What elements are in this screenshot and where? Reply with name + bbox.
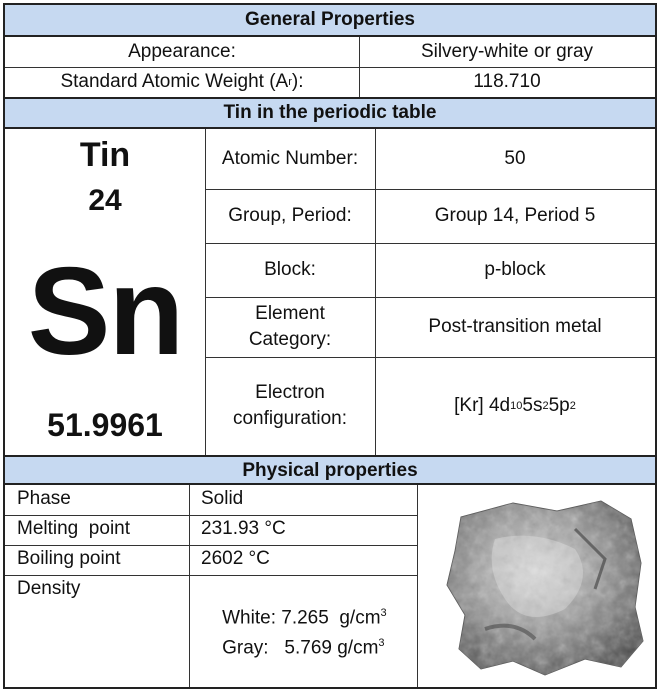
- tin-sample-image: [425, 489, 651, 685]
- element-mass: 51.9961: [47, 407, 163, 443]
- electron-config-value: [Kr] 4d 10 5s 2 5p 2: [454, 395, 576, 416]
- electron-config-label: Electron configuration:: [232, 382, 348, 429]
- group-period-label: Group, Period:: [228, 205, 352, 226]
- atomic-weight-label: Standard Atomic Weight (A r ):: [60, 71, 304, 92]
- tin-sample-graphic: [425, 489, 651, 685]
- density-gray-value: Gray: 5.769 $g/cm^3$: [222, 637, 385, 659]
- boiling-point-label: Boiling point: [17, 548, 121, 569]
- atomic-number-label: Atomic Number:: [221, 148, 359, 169]
- density-white-value: White: 7.265 $g/cm^3$: [222, 607, 387, 629]
- boiling-point-value: 2602 °C: [201, 548, 270, 569]
- phase-value: Solid: [201, 488, 244, 509]
- physical-properties-header: Physical properties: [5, 455, 655, 485]
- element-symbol: Sn: [27, 243, 183, 381]
- appearance-label: Appearance:: [128, 41, 236, 62]
- element-category-label: Element Category:: [248, 303, 332, 350]
- melting-point-value: 231.93 °C: [201, 518, 286, 539]
- general-properties-header: General Properties: [5, 5, 655, 37]
- block-value: p-block: [484, 259, 546, 280]
- density-label: Density: [17, 578, 81, 599]
- melting-point-label: Melting point: [17, 518, 131, 539]
- periodic-table-header: Tin in the periodic table: [5, 97, 655, 129]
- element-name: Tin: [79, 136, 131, 174]
- tin-properties-table: [3, 3, 657, 689]
- element-number: 24: [88, 184, 122, 217]
- phase-label: Phase: [17, 488, 71, 509]
- atomic-number-value: 50: [504, 148, 526, 169]
- block-label: Block:: [264, 259, 316, 280]
- atomic-weight-value: 118.710: [473, 71, 541, 92]
- appearance-value: Silvery-white or gray: [420, 41, 594, 62]
- group-period-value: Group 14, Period 5: [434, 205, 596, 226]
- element-category-value: Post-transition metal: [428, 316, 602, 337]
